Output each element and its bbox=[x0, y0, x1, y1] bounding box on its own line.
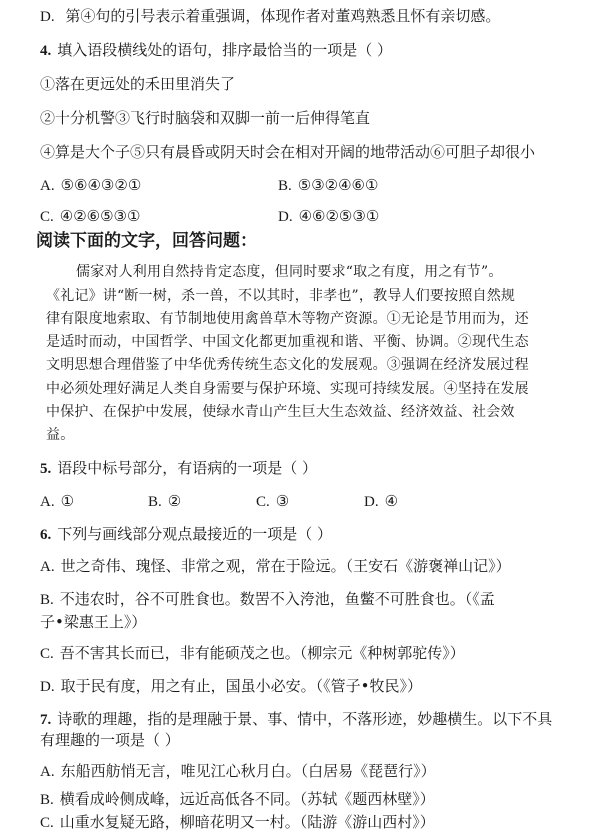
option-c bbox=[40, 206, 278, 227]
option-text: ② bbox=[167, 492, 182, 510]
q7-stem-continued: 有理趣的一项是（ ） bbox=[40, 731, 180, 749]
option-text: ④ bbox=[384, 492, 399, 510]
q5-stem bbox=[40, 458, 317, 479]
option-text: ⑤⑥④③②① bbox=[60, 176, 142, 194]
q6-stem bbox=[40, 524, 332, 545]
q6-option-d bbox=[40, 676, 422, 697]
passage-line-3: 律有限度地索取、有节制地使用禽兽草木等物产资源。①无论是节用而为，还 bbox=[46, 311, 529, 327]
q3-option-d bbox=[40, 6, 500, 27]
q7-option-b bbox=[40, 789, 435, 810]
q6-option-b-continued: 子•梁惠王上》） bbox=[40, 613, 147, 631]
option-label: B. bbox=[40, 592, 54, 608]
option-label: D. bbox=[278, 209, 293, 225]
q7-option-a bbox=[40, 761, 436, 782]
q4-options-row-1 bbox=[40, 175, 516, 196]
option-text: 山重水复疑无路，柳暗花明又一村。（陆游《游山西村》） bbox=[59, 813, 435, 831]
question-number: 5. bbox=[40, 461, 52, 477]
option-a bbox=[40, 491, 148, 512]
question-text: 诗歌的理趣，指的是理融于景、事、情中，不落形迹，妙趣横生。以下不具 bbox=[57, 710, 553, 728]
option-text: 东船西舫悄无言，唯见江心秋月白。（白居易《琵琶行》） bbox=[60, 762, 436, 780]
option-text: 吾不害其长而已，非有能硕茂之也。（柳宗元《种树郭驼传》） bbox=[59, 644, 465, 662]
q4-item-1: ①落在更远处的禾田里消失了 bbox=[40, 75, 236, 93]
q6-option-a bbox=[40, 556, 511, 577]
option-label: D. bbox=[40, 9, 55, 25]
option-a bbox=[40, 175, 278, 196]
option-label: C. bbox=[40, 815, 54, 831]
option-c bbox=[256, 491, 364, 512]
option-label: B. bbox=[40, 792, 54, 808]
q4-item-3: ④算是大个子⑤只有晨昏或阴天时会在相对开阔的地带活动⑥可胆子却很小 bbox=[40, 143, 536, 161]
q7-stem bbox=[40, 709, 552, 730]
option-text: ④②⑥⑤③① bbox=[59, 207, 141, 225]
option-text: ④⑥②⑤③① bbox=[298, 207, 380, 225]
q4-item-2: ②十分机警③飞行时脑袋和双脚一前一后伸得笔直 bbox=[40, 109, 371, 127]
passage-line-4: 是适时而动，中国哲学、中国文化都更加重视和谐、平衡、协调。②现代生态 bbox=[46, 334, 529, 350]
passage-line-6: 中必须处理好满足人类自身需要与保护环境、实现可持续发展。④坚持在发展 bbox=[46, 381, 529, 397]
question-text: 语段中标号部分，有语病的一项是（ ） bbox=[57, 459, 318, 477]
passage-line-2: 《礼记》讲“断一树，杀一兽，不以其时，非孝也”，教导人们要按照自然规 bbox=[46, 288, 516, 304]
passage-line-1: 儒家对人利用自然持肯定态度，但同时要求“取之有度，用之有节”。 bbox=[76, 264, 503, 280]
q6-option-b bbox=[40, 589, 495, 610]
passage-line-5: 文明思想合理借鉴了中华优秀传统生态文化的发展观。③强调在经济发展过程 bbox=[46, 357, 529, 373]
option-label: C. bbox=[256, 494, 270, 510]
question-text: 下列与画线部分观点最接近的一项是（ ） bbox=[57, 525, 333, 543]
option-d bbox=[278, 206, 516, 227]
option-text: 横看成岭侧成峰，远近高低各不同。（苏轼《题西林壁》） bbox=[59, 790, 435, 808]
option-label: A. bbox=[40, 178, 55, 194]
option-label: C. bbox=[40, 209, 54, 225]
option-b bbox=[148, 491, 256, 512]
option-label: B. bbox=[148, 494, 162, 510]
question-number: 4. bbox=[40, 43, 52, 59]
passage-line-8: 益。 bbox=[46, 427, 75, 443]
option-label: D. bbox=[40, 679, 55, 695]
option-label: A. bbox=[40, 494, 55, 510]
q5-options bbox=[40, 491, 472, 512]
option-label: A. bbox=[40, 559, 55, 575]
passage-line-7: 中保护、在保护中发展，使绿水青山产生巨大生态效益、经济效益、社会效 bbox=[46, 404, 515, 420]
option-d bbox=[364, 491, 472, 512]
question-number: 6. bbox=[40, 527, 52, 543]
q6-option-c bbox=[40, 643, 465, 664]
option-text: 不违农时，谷不可胜食也。数罟不入洿池，鱼鳖不可胜食也。（《孟 bbox=[59, 590, 495, 608]
q4-options-row-2 bbox=[40, 206, 516, 227]
option-text: 第④句的引号表示着重强调，体现作者对董鸡熟悉且怀有亲切感。 bbox=[65, 7, 501, 25]
option-text: ⑤③②④⑥① bbox=[297, 176, 379, 194]
option-text: 世之奇伟、瑰怪、非常之观，常在于险远。（王安石《游褒禅山记》） bbox=[60, 557, 511, 575]
question-number: 7. bbox=[40, 712, 52, 728]
q4-stem bbox=[40, 40, 392, 61]
question-text: 填入语段横线处的语句，排序最恰当的一项是（ ） bbox=[57, 41, 393, 59]
section-title: 阅读下面的文字，回答问题： bbox=[36, 231, 257, 251]
option-label: A. bbox=[40, 764, 55, 780]
option-label: C. bbox=[40, 646, 54, 662]
option-label: B. bbox=[278, 178, 292, 194]
option-b bbox=[278, 175, 516, 196]
q7-option-c bbox=[40, 812, 435, 833]
option-text: 取于民有度，用之有止，国虽小必安。（《管子•牧民》） bbox=[60, 677, 422, 695]
option-label: D. bbox=[364, 494, 379, 510]
option-text: ③ bbox=[275, 492, 290, 510]
option-text: ① bbox=[60, 492, 75, 510]
